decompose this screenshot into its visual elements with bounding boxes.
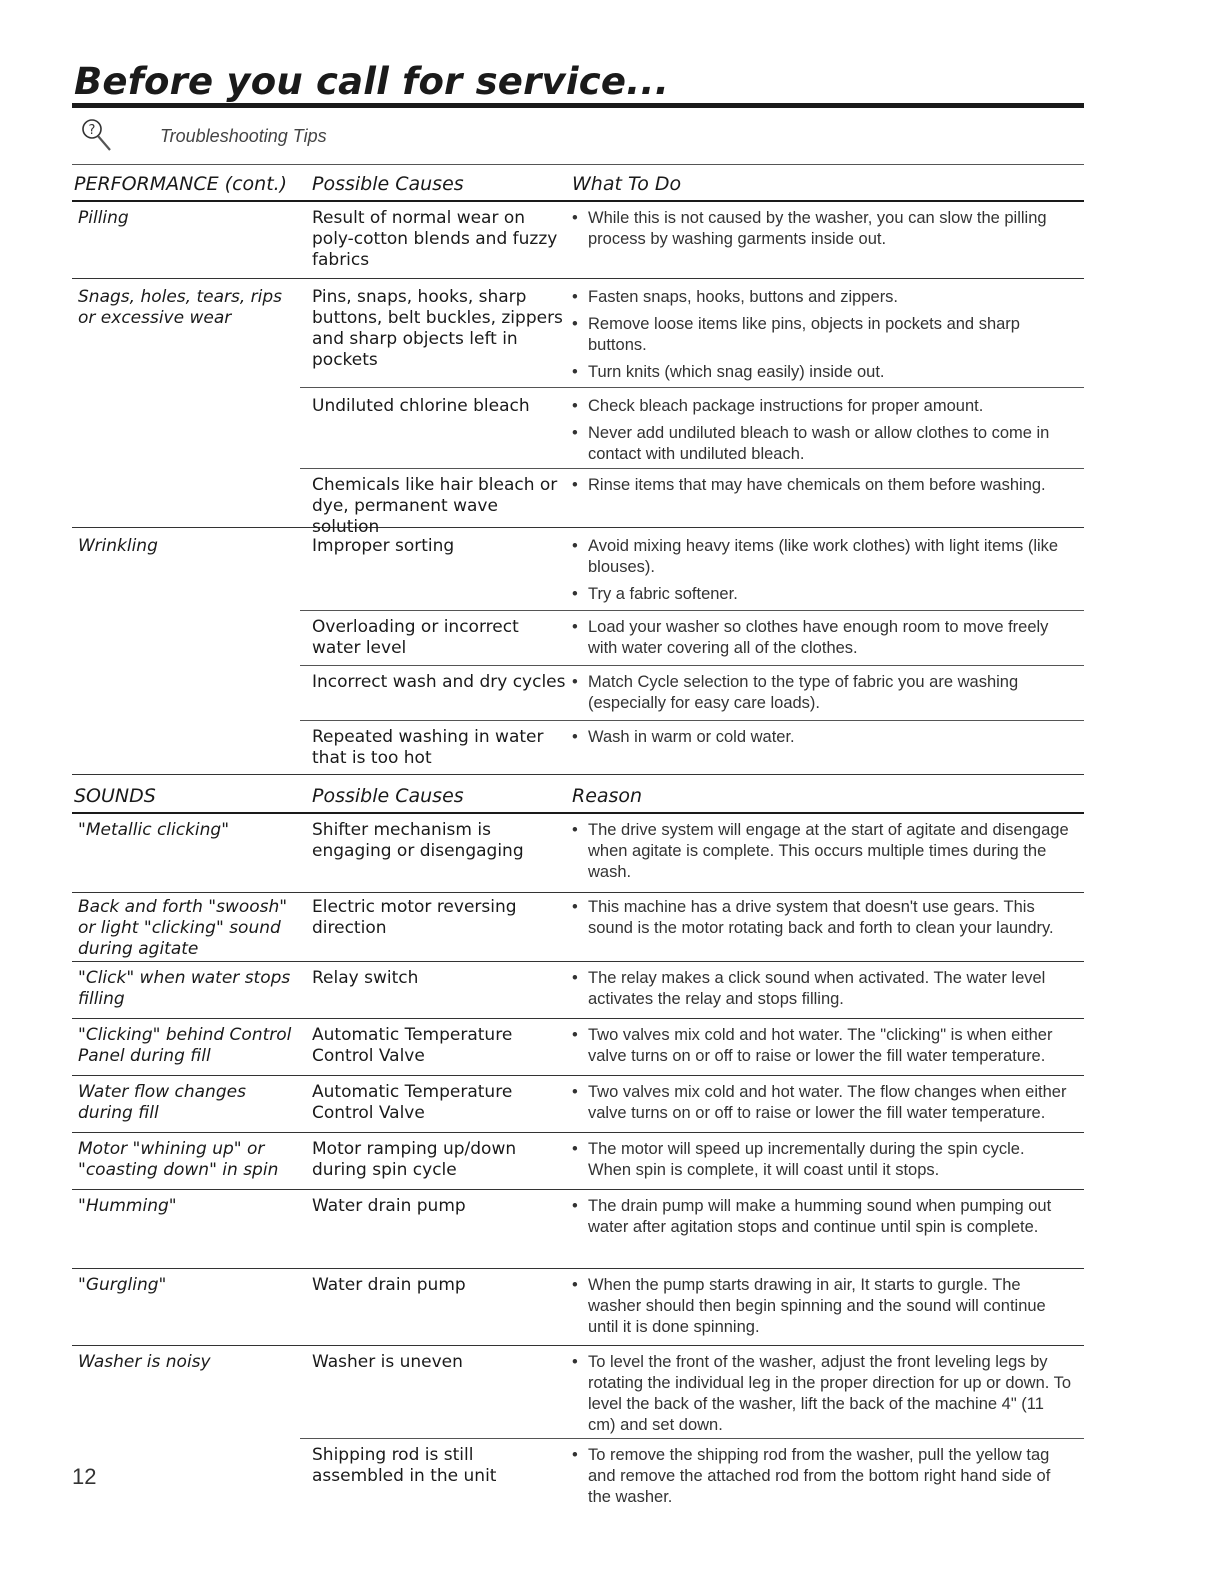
table-row (72, 1346, 1084, 1514)
sounds-header (72, 780, 1084, 814)
cause-text: Motor ramping up/down during spin cycle (312, 1139, 517, 1180)
table-row (72, 893, 1084, 962)
action-bullet: • Never add undiluted bleach to wash or allow clothes to come in contact with undiluted bleach. (572, 423, 1072, 465)
action-bullet: • Rinse items that may have chemicals on them before washing. (572, 475, 1072, 496)
action-bullet: • Fasten snaps, hooks, buttons and zippers. (572, 287, 1072, 308)
action-column-header: What To Do (572, 173, 682, 195)
table-row (72, 279, 1084, 537)
reason-bullet: • To remove the shipping rod from the washer, pull the yellow tag and remove the attached rod from the bottom right hand side of the washer. (572, 1445, 1072, 1508)
action-bullet: • Avoid mixing heavy items (like work clothes) with light items (like blouses). (572, 536, 1072, 578)
reason-column-header: Reason (572, 785, 643, 807)
cause-text: Water drain pump (312, 1196, 466, 1216)
cause-text: Water drain pump (312, 1275, 466, 1295)
action-bullet: • Try a fabric softener. (572, 584, 1072, 605)
problem-label: "Humming" (78, 1196, 177, 1216)
reason-bullet: • This machine has a drive system that doesn't use gears. This sound is the motor rotating back and forth to clean your laundry. (572, 897, 1072, 939)
cause-text: Repeated washing in water that is too hot (312, 727, 544, 768)
cause-text: Electric motor reversing direction (312, 897, 517, 938)
reason-bullet: • When the pump starts drawing in air, It starts to gurgle. The washer should then begin spinning and the sound will continue until it is done spinning. (572, 1275, 1072, 1338)
causes-column-header: Possible Causes (312, 785, 464, 807)
table-row (72, 1076, 1084, 1133)
table-row (72, 1269, 1084, 1346)
cause-text: Improper sorting (312, 536, 455, 556)
problem-label: Pilling (78, 208, 129, 228)
table-row (72, 1133, 1084, 1190)
problem-label: Washer is noisy (78, 1352, 211, 1372)
performance-header (72, 168, 1084, 202)
problem-label: Motor "whining up" or "coasting down" in spin (78, 1139, 279, 1180)
reason-bullet: • Two valves mix cold and hot water. The "clicking" is when either valve turns on or off to raise or lower the fill water temperature. (572, 1025, 1072, 1067)
action-bullet: • Load your washer so clothes have enough room to move freely with water covering all of the clothes. (572, 617, 1072, 659)
reason-bullet: • The drain pump will make a humming sound when pumping out water after agitation stops and continue until spin is complete. (572, 1196, 1072, 1238)
table-row (72, 1190, 1084, 1269)
tips-label: Troubleshooting Tips (160, 125, 327, 146)
cause-text: Automatic Temperature Control Valve (312, 1025, 513, 1066)
table-row (72, 202, 1084, 279)
page-title: Before you call for service... (74, 60, 669, 103)
action-bullet: • Wash in warm or cold water. (572, 727, 1072, 748)
problem-label: Back and forth "swoosh" or light "clicking" sound during agitate (78, 897, 288, 959)
problem-column-header: SOUNDS (74, 785, 156, 807)
problem-label: "Metallic clicking" (78, 820, 230, 840)
action-bullet: • Turn knits (which snag easily) inside out. (572, 362, 1072, 383)
problem-column-header: PERFORMANCE (cont.) (74, 173, 288, 195)
problem-label: Snags, holes, tears, rips or excessive wear (78, 287, 283, 328)
action-bullet: • Remove loose items like pins, objects in pockets and sharp buttons. (572, 314, 1072, 356)
cause-text: Relay switch (312, 968, 419, 988)
problem-label: Water flow changes during fill (78, 1082, 246, 1123)
action-bullet: • Check bleach package instructions for proper amount. (572, 396, 1072, 417)
cause-text: Pins, snaps, hooks, sharp buttons, belt buckles, zippers and sharp objects left in pockets (312, 287, 563, 370)
cause-text: Washer is uneven (312, 1352, 463, 1372)
action-bullet: • Match Cycle selection to the type of fabric you are washing (especially for easy care loads). (572, 672, 1072, 714)
cause-text: Shipping rod is still assembled in the unit (312, 1445, 497, 1486)
reason-bullet: • To level the front of the washer, adjust the front leveling legs by rotating the individual leg in the proper direction for up or down. To level the back of the washer, lift the back of the machine 4" (11 cm) and set down. (572, 1352, 1072, 1436)
table-row (72, 962, 1084, 1019)
reason-bullet: • The motor will speed up incrementally during the spin cycle. When spin is complete, it will coast until it stops. (572, 1139, 1072, 1181)
cause-text: Result of normal wear on poly-cotton blends and fuzzy fabrics (312, 208, 558, 270)
cause-text: Automatic Temperature Control Valve (312, 1082, 513, 1123)
cause-text: Incorrect wash and dry cycles (312, 672, 566, 692)
sounds-section (72, 780, 1084, 1514)
performance-section (72, 168, 1084, 775)
magnifier-question-icon (78, 116, 138, 156)
causes-column-header: Possible Causes (312, 173, 464, 195)
table-row (72, 528, 1084, 775)
page-number: 12 (72, 1464, 97, 1489)
cause-text: Shifter mechanism is engaging or disengaging (312, 820, 524, 861)
problem-label: Wrinkling (78, 536, 158, 556)
problem-label: "Click" when water stops filling (78, 968, 291, 1009)
troubleshooting-tips-heading (78, 116, 327, 156)
reason-bullet: • Two valves mix cold and hot water. The flow changes when either valve turns on or off to raise or lower the fill water temperature. (572, 1082, 1072, 1124)
reason-bullet: • The drive system will engage at the start of agitate and disengage when agitate is complete. This occurs multiple times during the wash. (572, 820, 1072, 883)
table-row (72, 1019, 1084, 1076)
reason-bullet: • The relay makes a click sound when activated. The water level activates the relay and stops filling. (572, 968, 1072, 1010)
cause-text: Undiluted chlorine bleach (312, 396, 530, 416)
cause-text: Chemicals like hair bleach or dye, permanent wave solution (312, 475, 558, 537)
tips-rule (72, 164, 1084, 165)
problem-label: "Gurgling" (78, 1275, 167, 1295)
problem-label: "Clicking" behind Control Panel during fill (78, 1025, 292, 1066)
svg-text:?: ? (88, 123, 96, 138)
action-bullet: • While this is not caused by the washer, you can slow the pilling process by washing garments inside out. (572, 208, 1072, 250)
cause-text: Overloading or incorrect water level (312, 617, 519, 658)
title-rule (72, 103, 1084, 108)
table-row (72, 814, 1084, 893)
